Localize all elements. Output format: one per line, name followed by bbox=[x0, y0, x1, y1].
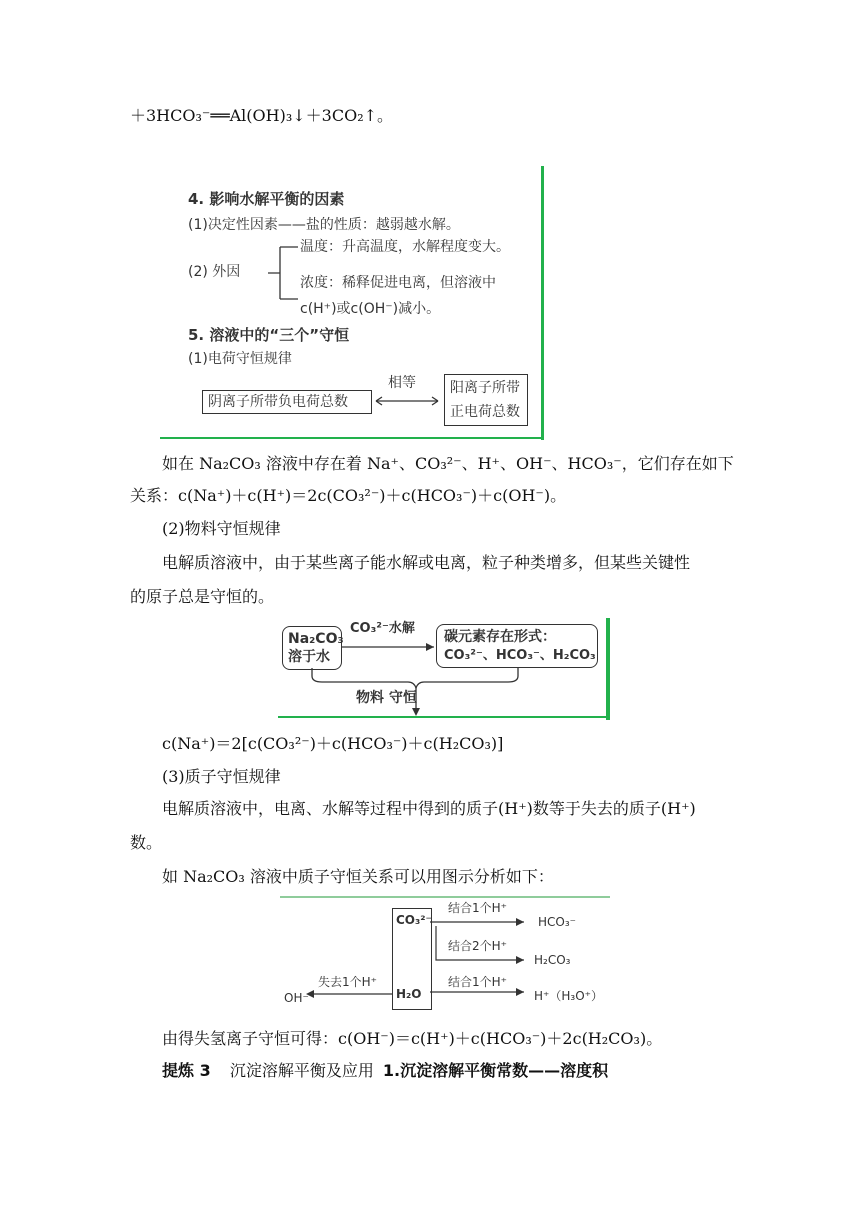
dissolve-label: 溶于水 bbox=[288, 649, 330, 665]
paragraph-proton-2: 数。 bbox=[130, 833, 163, 852]
figure3-border-top bbox=[280, 896, 610, 898]
factor-temperature: 温度：升高温度，水解程度变大。 bbox=[300, 239, 510, 255]
h2o-species: H₂O bbox=[396, 987, 422, 1001]
paragraph-charge-example-2: 关系：c(Na⁺)＋c(H⁺)＝2c(CO₃²⁻)＋c(HCO₃⁻)＋c(OH⁻)。 bbox=[130, 486, 567, 505]
lose-label: 失去1个H⁺ bbox=[318, 975, 377, 989]
tilian-bold-text: 1.沉淀溶解平衡常数——溶度积 bbox=[382, 1061, 609, 1080]
anion-charge-text: 阴离子所带负电荷总数 bbox=[208, 394, 348, 410]
tilian-text: 沉淀溶解平衡及应用 bbox=[229, 1061, 374, 1080]
product-hco3: HCO₃⁻ bbox=[538, 915, 576, 929]
hydrolysis-label: CO₃²⁻水解 bbox=[350, 621, 415, 636]
gain-1-label-b: 结合1个H⁺ bbox=[448, 975, 507, 989]
cation-charge-text-1: 阳离子所带 bbox=[450, 380, 520, 396]
carbon-forms-list: CO₃²⁻、HCO₃⁻、H₂CO₃ bbox=[444, 648, 596, 663]
figure-proton-conservation bbox=[280, 896, 610, 1016]
na2co3-label: Na₂CO₃ bbox=[288, 631, 344, 647]
material-bracket bbox=[312, 668, 532, 718]
product-h2co3: H₂CO₃ bbox=[534, 953, 571, 967]
equation-material-conservation: c(Na⁺)＝2[c(CO₃²⁻)＋c(HCO₃⁻)＋c(H₂CO₃)] bbox=[162, 734, 504, 753]
figure2-border-right bbox=[606, 618, 610, 720]
heading-5: 5. 溶液中的“三个”守恒 bbox=[188, 326, 350, 344]
gain-2-label: 结合2个H⁺ bbox=[448, 939, 507, 953]
hydrolysis-arrow bbox=[342, 640, 442, 654]
paragraph-material-1: 电解质溶液中，由于某些离子能水解或电离，粒子种类增多，但某些关键性 bbox=[162, 553, 691, 572]
heading-4: 4. 影响水解平衡的因素 bbox=[188, 190, 345, 208]
factor-concentration-2: c(H⁺)或c(OH⁻)减小。 bbox=[300, 301, 441, 317]
product-h3o: H⁺（H₃O⁺） bbox=[534, 989, 603, 1003]
factor-concentration-1: 浓度：稀释促进电离，但溶液中 bbox=[300, 275, 496, 291]
section-proton-conservation: (3)质子守恒规律 bbox=[162, 767, 281, 786]
factor-item-2-label: (2) 外因 bbox=[188, 264, 241, 280]
equal-label: 相等 bbox=[388, 375, 416, 391]
equation-top-line: ＋3HCO₃⁻══Al(OH)₃↓＋3CO₂↑。 bbox=[130, 106, 394, 125]
section-material-conservation: (2)物料守恒规律 bbox=[162, 519, 281, 538]
product-oh: OH⁻ bbox=[284, 991, 309, 1005]
charge-conservation-label: (1)电荷守恒规律 bbox=[188, 351, 292, 367]
co3-species: CO₃²⁻ bbox=[396, 913, 432, 927]
lose-arrow bbox=[304, 987, 394, 1001]
carbon-forms-title: 碳元素存在形式： bbox=[444, 629, 556, 645]
cation-charge-text-2: 正电荷总数 bbox=[450, 404, 520, 420]
material-conservation-label: 物料 守恒 bbox=[356, 690, 417, 706]
tilian-heading bbox=[162, 1063, 608, 1079]
figure-border-right bbox=[541, 166, 544, 440]
figure-border-bottom bbox=[160, 437, 544, 439]
paragraph-proton-1: 电解质溶液中，电离、水解等过程中得到的质子(H⁺)数等于失去的质子(H⁺) bbox=[162, 799, 696, 818]
figure-hydrolysis-factors bbox=[160, 166, 546, 440]
factor-item-1: (1)决定性因素——盐的性质：越弱越水解。 bbox=[188, 217, 460, 233]
paragraph-material-2: 的原子总是守恒的。 bbox=[130, 587, 275, 606]
figure-material-conservation bbox=[278, 618, 612, 720]
paragraph-charge-example-1: 如在 Na₂CO₃ 溶液中存在着 Na⁺、CO₃²⁻、H⁺、OH⁻、HCO₃⁻，它们存在如下 bbox=[162, 454, 734, 473]
equal-arrow bbox=[372, 391, 442, 411]
tilian-label: 提炼 3 bbox=[162, 1061, 211, 1080]
paragraph-proton-example: 如 Na₂CO₃ 溶液中质子守恒关系可以用图示分析如下： bbox=[162, 867, 554, 886]
gain-1-label-a: 结合1个H⁺ bbox=[448, 901, 507, 915]
equation-proton-conservation: 由得失氢离子守恒可得：c(OH⁻)＝c(H⁺)＋c(HCO₃⁻)＋2c(H₂CO₃)。 bbox=[162, 1029, 663, 1048]
